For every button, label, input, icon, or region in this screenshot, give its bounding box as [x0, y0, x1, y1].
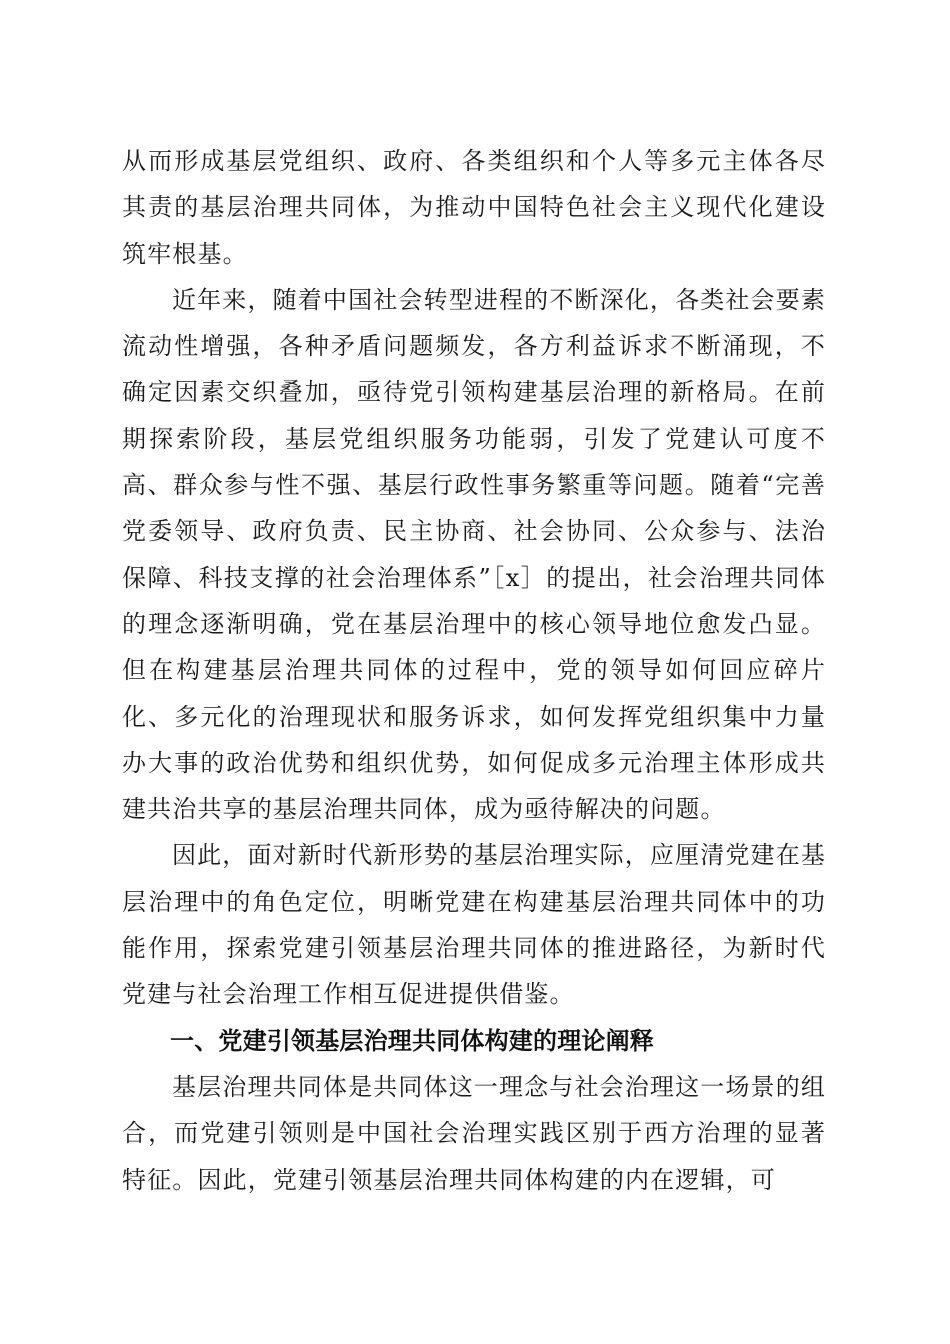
paragraph-background: 近年来，随着中国社会转型进程的不断深化，各类社会要素流动性增强，各种矛盾问题频发，各方利益诉求不断涌现，不确定因素交织叠加，亟待党引领构建基层治理的新格局。在前期探索阶段，基层党组织服务功能弱，引发了党建认可度不高、群众参与性不强、基层行政性事务繁重等问题。随着“完善党委领导、政府负责、民主协商、社会协同、公众参与、法治保障、科技支撑的社会治理体系”［x］的提出，社会治理共同体的理念逐渐明确，党在基层治理中的核心领导地位愈发凸显。但在构建基层治理共同体的过程中，党的领导如何回应碎片化、多元化的治理现状和服务诉求，如何发挥党组织集中力量办大事的政治优势和组织优势，如何促成多元治理主体形成共建共治共享的基层治理共同体，成为亟待解决的问题。 — [122, 285, 826, 824]
paragraph-continuation: 从而形成基层党组织、政府、各类组织和个人等多元主体各尽其责的基层治理共同体，为推动中国特色社会主义现代化建设筑牢根基。 — [122, 147, 826, 268]
paragraph-purpose: 因此，面对新时代新形势的基层治理实际，应厘清党建在基层治理中的角色定位，明晰党建在构建基层治理共同体中的功能作用，探索党建引领基层治理共同体的推进路径，为新时代党建与社会治理工作相互促进提供借鉴。 — [122, 841, 826, 1009]
document-body — [122, 138, 826, 1203]
section-heading: 一、党建引领基层治理共同体构建的理论阐释 — [170, 1026, 654, 1055]
paragraph-section-intro: 基层治理共同体是共同体这一理念与社会治理这一场景的组合，而党建引领则是中国社会治理实践区别于西方治理的显著特征。因此，党建引领基层治理共同体构建的内在逻辑，可 — [122, 1072, 826, 1194]
